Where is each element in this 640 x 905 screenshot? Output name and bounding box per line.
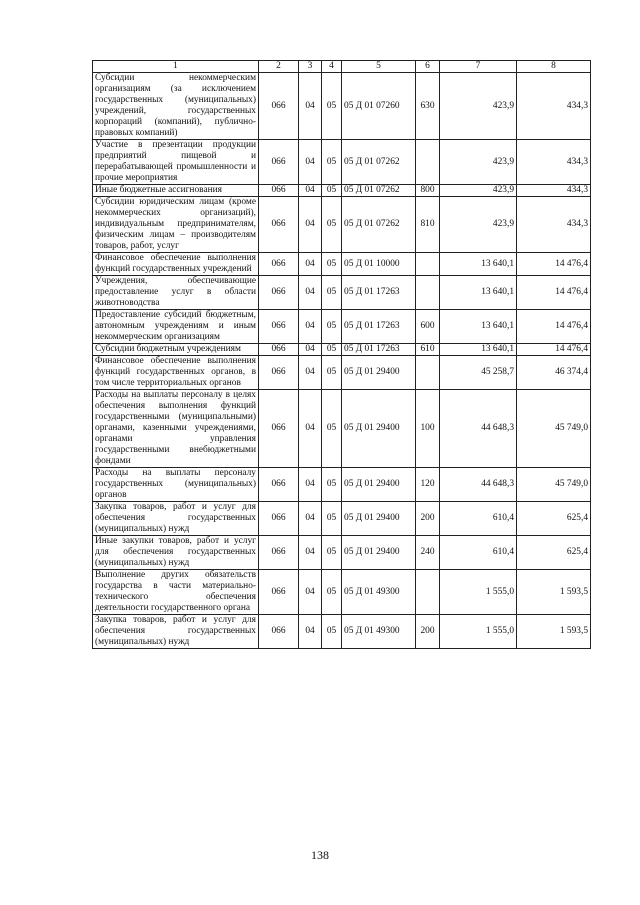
row-target-article-cell: 05 Д 01 49300	[342, 570, 416, 615]
row-target-article-cell: 05 Д 01 49300	[342, 615, 416, 649]
row-amount-year2-cell: 14 476,4	[517, 344, 591, 356]
row-expense-type-cell	[416, 276, 440, 310]
table-row	[93, 185, 591, 197]
row-amount-year1-cell: 610,4	[440, 536, 517, 570]
row-target-article-cell: 05 Д 01 07262	[342, 185, 416, 197]
row-section-cell: 04	[299, 310, 322, 344]
row-admin-code-cell: 066	[259, 344, 299, 356]
table-row	[93, 570, 591, 615]
row-target-article-cell: 05 Д 01 29400	[342, 356, 416, 390]
row-amount-year2-cell: 434,3	[517, 73, 591, 140]
header-cell-amount2: 8	[517, 61, 591, 73]
row-expense-type-cell: 100	[416, 390, 440, 468]
row-section-cell: 04	[299, 468, 322, 502]
row-expense-type-cell: 810	[416, 197, 440, 253]
row-subsection-cell: 05	[322, 344, 342, 356]
row-section-cell: 04	[299, 502, 322, 536]
row-amount-year2-cell: 1 593,5	[517, 570, 591, 615]
row-amount-year1-cell: 13 640,1	[440, 310, 517, 344]
row-name-cell: Закупка товаров, работ и услуг для обеспечения государственных (муниципальных) нужд	[93, 502, 259, 536]
row-subsection-cell: 05	[322, 390, 342, 468]
row-amount-year2-cell: 45 749,0	[517, 390, 591, 468]
row-name-cell: Расходы на выплаты персоналу в целях обеспечения выполнения функций государственными (муниципальными) органами, казенными учреждениями, органами управления государственными внебюджетными фондами	[93, 390, 259, 468]
header-cell-amount1: 7	[440, 61, 517, 73]
row-name-cell: Финансовое обеспечение выполнения функций государственных учреждений	[93, 253, 259, 276]
row-target-article-cell: 05 Д 01 17263	[342, 310, 416, 344]
row-amount-year2-cell: 625,4	[517, 502, 591, 536]
row-subsection-cell: 05	[322, 253, 342, 276]
row-target-article-cell: 05 Д 01 17263	[342, 344, 416, 356]
row-amount-year1-cell: 423,9	[440, 140, 517, 185]
row-expense-type-cell	[416, 356, 440, 390]
header-cell-vr: 6	[416, 61, 440, 73]
row-amount-year1-cell: 13 640,1	[440, 253, 517, 276]
row-expense-type-cell	[416, 253, 440, 276]
row-subsection-cell: 05	[322, 536, 342, 570]
table-row	[93, 310, 591, 344]
row-expense-type-cell	[416, 570, 440, 615]
row-section-cell: 04	[299, 253, 322, 276]
row-section-cell: 04	[299, 356, 322, 390]
table-row	[93, 502, 591, 536]
table-row	[93, 140, 591, 185]
row-amount-year2-cell: 434,3	[517, 185, 591, 197]
row-name-cell: Учреждения, обеспечивающие предоставление услуг в области животноводства	[93, 276, 259, 310]
budget-table	[92, 60, 591, 649]
table-body	[93, 73, 591, 649]
row-section-cell: 04	[299, 73, 322, 140]
row-admin-code-cell: 066	[259, 468, 299, 502]
row-target-article-cell: 05 Д 01 07260	[342, 73, 416, 140]
row-subsection-cell: 05	[322, 310, 342, 344]
row-target-article-cell: 05 Д 01 29400	[342, 502, 416, 536]
row-amount-year1-cell: 1 555,0	[440, 615, 517, 649]
row-admin-code-cell: 066	[259, 615, 299, 649]
row-admin-code-cell: 066	[259, 502, 299, 536]
row-name-cell: Предоставление субсидий бюджетным, автономным учреждениям и иным некоммерческим организациям	[93, 310, 259, 344]
row-name-cell: Субсидии некоммерческим организациям (за исключением государственных (муниципальных) учреждений, государственных корпораций (компаний), публично-правовых компаний)	[93, 73, 259, 140]
row-expense-type-cell: 240	[416, 536, 440, 570]
row-expense-type-cell: 200	[416, 615, 440, 649]
row-section-cell: 04	[299, 390, 322, 468]
header-cell-admin: 2	[259, 61, 299, 73]
row-admin-code-cell: 066	[259, 356, 299, 390]
page-number: 138	[311, 848, 329, 862]
row-amount-year1-cell: 610,4	[440, 502, 517, 536]
row-name-cell: Расходы на выплаты персоналу государственных (муниципальных) органов	[93, 468, 259, 502]
row-section-cell: 04	[299, 140, 322, 185]
row-section-cell: 04	[299, 344, 322, 356]
row-admin-code-cell: 066	[259, 276, 299, 310]
row-admin-code-cell: 066	[259, 536, 299, 570]
row-amount-year2-cell: 14 476,4	[517, 253, 591, 276]
row-name-cell: Финансовое обеспечение выполнения функций государственных органов, в том числе территориальных органов	[93, 356, 259, 390]
row-target-article-cell: 05 Д 01 29400	[342, 468, 416, 502]
header-cell-section: 3	[299, 61, 322, 73]
table-row	[93, 468, 591, 502]
row-target-article-cell: 05 Д 01 10000	[342, 253, 416, 276]
row-amount-year1-cell: 13 640,1	[440, 344, 517, 356]
table-row	[93, 276, 591, 310]
row-expense-type-cell: 200	[416, 502, 440, 536]
row-subsection-cell: 05	[322, 197, 342, 253]
table-row	[93, 390, 591, 468]
row-amount-year1-cell: 13 640,1	[440, 276, 517, 310]
row-amount-year2-cell: 45 749,0	[517, 468, 591, 502]
header-cell-name: 1	[93, 61, 259, 73]
row-section-cell: 04	[299, 197, 322, 253]
row-expense-type-cell: 630	[416, 73, 440, 140]
row-amount-year1-cell: 44 648,3	[440, 390, 517, 468]
row-amount-year2-cell: 1 593,5	[517, 615, 591, 649]
row-amount-year2-cell: 14 476,4	[517, 310, 591, 344]
row-admin-code-cell: 066	[259, 310, 299, 344]
row-expense-type-cell: 800	[416, 185, 440, 197]
row-name-cell: Субсидии бюджетным учреждениям	[93, 344, 259, 356]
table-header-row	[93, 61, 591, 73]
table-row	[93, 536, 591, 570]
row-name-cell: Субсидии юридическим лицам (кроме некоммерческих организаций), индивидуальным предпринимателям, физическим лицам – производителям товаров, работ, услуг	[93, 197, 259, 253]
header-cell-subsection: 4	[322, 61, 342, 73]
table-row	[93, 197, 591, 253]
row-subsection-cell: 05	[322, 356, 342, 390]
row-subsection-cell: 05	[322, 73, 342, 140]
row-name-cell: Иные бюджетные ассигнования	[93, 185, 259, 197]
row-subsection-cell: 05	[322, 502, 342, 536]
row-section-cell: 04	[299, 185, 322, 197]
row-expense-type-cell: 600	[416, 310, 440, 344]
row-amount-year1-cell: 44 648,3	[440, 468, 517, 502]
table-row	[93, 253, 591, 276]
row-subsection-cell: 05	[322, 140, 342, 185]
table-row	[93, 615, 591, 649]
table-row	[93, 344, 591, 356]
table-row	[93, 356, 591, 390]
row-target-article-cell: 05 Д 01 07262	[342, 197, 416, 253]
row-subsection-cell: 05	[322, 276, 342, 310]
row-name-cell: Участие в презентации продукции предприятий пищевой и перерабатывающей промышленности и прочие мероприятия	[93, 140, 259, 185]
row-admin-code-cell: 066	[259, 140, 299, 185]
row-section-cell: 04	[299, 276, 322, 310]
row-amount-year2-cell: 46 374,4	[517, 356, 591, 390]
row-admin-code-cell: 066	[259, 570, 299, 615]
row-amount-year1-cell: 1 555,0	[440, 570, 517, 615]
row-amount-year1-cell: 423,9	[440, 197, 517, 253]
row-amount-year1-cell: 423,9	[440, 73, 517, 140]
row-amount-year1-cell: 423,9	[440, 185, 517, 197]
row-name-cell: Иные закупки товаров, работ и услуг для обеспечения государственных (муниципальных) нужд	[93, 536, 259, 570]
row-name-cell: Выполнение других обязательств государства в части материально-технического обеспечения деятельности государственного органа	[93, 570, 259, 615]
row-section-cell: 04	[299, 570, 322, 615]
row-target-article-cell: 05 Д 01 07262	[342, 140, 416, 185]
row-amount-year1-cell: 45 258,7	[440, 356, 517, 390]
row-target-article-cell: 05 Д 01 17263	[342, 276, 416, 310]
row-expense-type-cell	[416, 140, 440, 185]
row-subsection-cell: 05	[322, 570, 342, 615]
row-admin-code-cell: 066	[259, 197, 299, 253]
row-name-cell: Закупка товаров, работ и услуг для обеспечения государственных (муниципальных) нужд	[93, 615, 259, 649]
row-subsection-cell: 05	[322, 615, 342, 649]
table-row	[93, 73, 591, 140]
row-admin-code-cell: 066	[259, 73, 299, 140]
row-target-article-cell: 05 Д 01 29400	[342, 536, 416, 570]
row-expense-type-cell: 610	[416, 344, 440, 356]
row-section-cell: 04	[299, 536, 322, 570]
row-amount-year2-cell: 434,3	[517, 140, 591, 185]
row-admin-code-cell: 066	[259, 390, 299, 468]
row-amount-year2-cell: 14 476,4	[517, 276, 591, 310]
row-subsection-cell: 05	[322, 468, 342, 502]
row-target-article-cell: 05 Д 01 29400	[342, 390, 416, 468]
row-section-cell: 04	[299, 615, 322, 649]
row-expense-type-cell: 120	[416, 468, 440, 502]
row-amount-year2-cell: 434,3	[517, 197, 591, 253]
header-cell-target: 5	[342, 61, 416, 73]
row-subsection-cell: 05	[322, 185, 342, 197]
row-admin-code-cell: 066	[259, 253, 299, 276]
row-amount-year2-cell: 625,4	[517, 536, 591, 570]
row-admin-code-cell: 066	[259, 185, 299, 197]
